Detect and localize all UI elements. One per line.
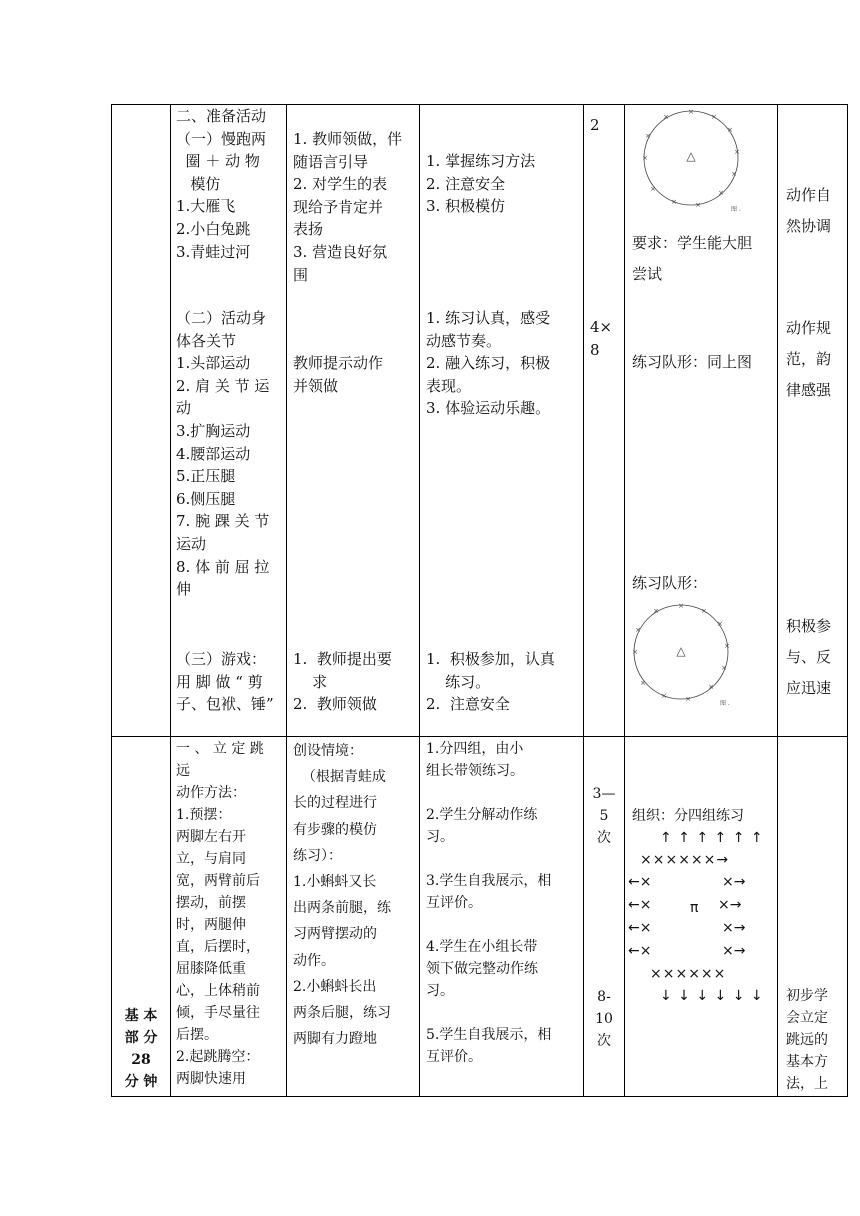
text-line: 范，韵 [786,350,832,368]
group-practice-steps [426,738,551,1068]
text-line: 模仿 [176,174,221,193]
text-line: 2. 注意安全 [426,174,506,193]
text-line: 围 [293,265,309,284]
text-line: 用 脚 做 “ 剪 [176,672,263,691]
circle-formation-diagram-2 [628,600,758,710]
text-line: 圈 ＋ 动 物 [176,152,260,171]
student-activity-2 [426,307,550,420]
requirement-text [632,228,752,290]
svg-text:×: × [671,198,677,206]
text-line: 二、准备活动 [176,107,267,125]
text-line [426,782,551,804]
text-line: （一）慢跑两 [176,129,267,148]
svg-text:×: × [727,126,733,134]
text-line: 尝试 [632,265,663,283]
text-line: 1. 积极参加，认真 [426,650,555,668]
svg-text:×: × [640,679,646,687]
right-group-3: ×→ [722,920,746,936]
text-line: 部 分 [124,1030,158,1046]
text-line: 2.小白兔跳 [176,219,251,238]
text-line: 时，两腿伸 [176,917,246,933]
long-jump-method [176,738,264,1090]
text-line: 初步学 [786,988,828,1004]
student-activity-1 [426,150,535,218]
teacher-guidance-1 [293,128,402,286]
text-line: 练习。 [426,672,491,691]
text-line: 基本方 [786,1054,828,1070]
text-line [426,848,551,870]
text-line: 1.头部运动 [176,354,251,373]
teacher-triangle: △ [686,149,696,163]
count-1: 2 [590,116,600,134]
text-line: 动作方法： [176,785,246,801]
svg-text:×: × [632,648,638,656]
reps-1 [585,783,623,849]
text-line: 1.预摆： [176,807,232,823]
text-line: 3— [592,786,616,802]
svg-text:×: × [717,620,723,628]
learning-goal [786,985,828,1095]
svg-text:×: × [734,148,740,156]
text-line: 要求：学生能大胆 [632,234,753,252]
text-line: 求 [293,672,328,691]
text-line: 习两臂摆动的 [293,926,377,943]
formation-label: 练习队形： [632,574,708,592]
text-line: 律感强 [786,381,832,399]
scenario-guidance [293,738,391,1052]
text-line: 1. 教师提出要 [293,650,392,668]
text-line: 创设情境： [293,743,363,759]
text-line: 随语言引导 [293,152,369,171]
text-line: 动感节奏。 [426,331,502,350]
svg-text:×: × [663,113,669,121]
text-line: 1. 掌握练习方法 [426,152,536,170]
svg-text:×: × [635,626,641,634]
text-line: 8. 体 前 屈 拉 [176,557,270,576]
text-line: 4.学生在小组长带 [426,939,538,955]
student-activity-3 [426,648,555,716]
text-line: 宽，两臂前后 [176,873,260,889]
text-line: 表扬 [293,220,324,239]
svg-text:×: × [661,692,667,700]
text-line: 跳远的 [786,1032,828,1048]
text-line: 动 [176,399,192,418]
text-line: 动作。 [293,952,335,969]
evaluation-1 [786,180,831,242]
text-line: 出两条前腿，练 [293,900,391,917]
text-line: 1. 练习认真，感受 [426,309,551,327]
section-label [113,1005,169,1093]
text-line: 屈膝降低重 [176,961,246,977]
svg-text:×: × [645,132,651,140]
bottom-row-formation: ×××××× [650,966,727,982]
text-line: 10 [595,1011,613,1027]
text-line: 习。 [426,829,454,845]
teacher-guidance-3 [293,648,392,716]
text-line: 2. 融入练习，积极 [426,354,551,373]
text-line: 2. 教师领做 [293,695,377,714]
text-line: 一 、 立 定 跳 [176,741,264,757]
text-line: 动作规 [786,319,832,337]
text-line: 两脚快速用 [176,1071,246,1087]
text-line: （根据青蛙成 [293,769,386,786]
evaluation-2 [786,313,831,406]
text-line [426,914,551,936]
count-2 [590,316,612,361]
text-line: 摆动，前摆 [176,895,246,911]
pi-mark: π [690,900,699,916]
text-line: 次 [597,1033,611,1049]
reps-2 [585,986,623,1052]
text-line: 心，上体稍前 [176,983,260,999]
teacher-triangle-2: △ [676,644,686,658]
text-line: 2. 注意安全 [426,695,510,714]
text-line: 法，上 [786,1076,828,1092]
text-line: 8- [597,989,611,1005]
text-line: 2.学生分解动作练 [426,807,538,823]
left-group-2: ←× [628,897,652,913]
text-line: 次 [597,830,611,846]
svg-text:×: × [653,607,659,615]
formation-same: 练习队形：同上图 [632,353,753,371]
svg-text:×: × [701,607,707,615]
text-line: 现给予肯定并 [293,197,384,216]
text-line: 倾，手尽量往 [176,1005,260,1021]
text-line: 并领做 [293,376,339,395]
text-line: 领下做完整动作练 [426,961,538,977]
text-line: 互评价。 [426,895,482,911]
text-line: 应迅速 [786,679,832,697]
text-line: 长的过程进行 [293,795,377,812]
text-line: 然协调 [786,217,832,235]
bottom-arrows: ↓ ↓ ↓ ↓ ↓ ↓ [660,988,764,1004]
text-line: 2. 肩 关 节 运 [176,376,270,395]
right-group-4: ×→ [722,943,746,959]
text-line: 5.正压腿 [176,467,236,486]
text-line: 2.起跳腾空： [176,1049,260,1065]
text-line: 3. 体验运动乐趣。 [426,399,551,418]
text-line: 两条后腿，练习 [293,1005,391,1022]
svg-text:×: × [688,108,694,116]
text-line: 远 [176,763,190,779]
text-line: 28 [131,1052,151,1068]
svg-text:×: × [685,695,691,703]
text-line: 3.青蛙过河 [176,242,251,261]
svg-text:×: × [711,113,717,121]
svg-text:×: × [724,642,730,650]
text-line: 动作自 [786,186,832,204]
right-group-1: ×→ [722,874,746,890]
text-line: 互评价。 [426,1049,482,1065]
circle-formation-diagram [636,108,766,218]
text-line: 1. 教师领做，伴 [293,130,403,148]
text-line: 教师提示动作 [293,354,384,372]
text-line: 5.学生自我展示，相 [426,1027,552,1043]
text-line: 2.小蝌蚪长出 [293,978,377,995]
text-line: 基 本 [124,1008,158,1024]
text-line: 1.小蝌蚪又长 [293,874,377,891]
game-activity [176,648,274,716]
left-group-3: ←× [628,920,652,936]
figure-caption: 图 . [731,206,741,213]
text-line: 4.腰部运动 [176,444,251,463]
text-line: 分 钟 [124,1074,158,1090]
warmup-activity-list [176,105,266,263]
text-line: （二）活动身 [176,309,267,327]
text-line: 积极参 [786,617,832,635]
svg-text:×: × [718,189,724,197]
evaluation-3 [786,611,831,704]
text-line: 立，与肩同 [176,851,246,867]
text-line: 练习）： [293,847,342,864]
text-line: 伸 [176,580,192,599]
text-line: 3.扩胸运动 [176,421,251,440]
svg-text:×: × [731,170,737,178]
text-line: 8 [590,340,600,359]
text-line: 6.侧压腿 [176,489,236,508]
text-line: 子、包袱、锤” [176,695,274,714]
text-line: 与、反 [786,648,832,666]
top-arrows: ↑ ↑ ↑ ↑ ↑ ↑ [660,830,764,846]
text-line: 后摆。 [176,1027,218,1043]
teacher-guidance-2 [293,352,383,397]
svg-text:×: × [642,154,648,162]
text-line: 两脚左右开 [176,829,246,845]
organization-title: 组织：分四组练习 [632,808,744,824]
text-line: 1.分四组，由小 [426,741,524,757]
top-row-formation: ××××××→ [640,852,730,868]
right-group-2: ×→ [718,897,742,913]
text-line: 体各关节 [176,331,237,350]
text-line: （三）游戏： [176,650,267,668]
left-group-1: ←× [628,874,652,890]
text-line: 两脚有力蹬地 [293,1031,377,1048]
svg-text:×: × [650,185,656,193]
svg-text:×: × [695,201,701,209]
figure-caption-2: 图 . [720,700,730,707]
text-line: 习。 [426,983,454,999]
text-line: 组长带领练习。 [426,763,524,779]
text-line: 直，后摆时， [176,939,260,955]
text-line [426,1002,551,1024]
svg-text:×: × [708,683,714,691]
svg-text:×: × [721,664,727,672]
joint-activity-list [176,307,269,601]
text-line: 3. 积极模仿 [426,197,506,216]
text-line: 有步骤的模仿 [293,821,377,838]
text-line: 1.大雁飞 [176,197,236,216]
text-line: 5 [599,808,609,824]
left-group-4: ←× [628,943,652,959]
text-line: 4× [590,318,613,336]
svg-text:×: × [678,602,684,610]
text-line: 表现。 [426,376,472,395]
text-line: 2. 对学生的表 [293,175,388,194]
text-line: 会立定 [786,1010,828,1026]
text-line: 3.学生自我展示，相 [426,873,552,889]
text-line: 3. 营造良好氛 [293,242,388,261]
text-line: 运动 [176,534,207,553]
text-line: 7. 腕 踝 关 节 [176,512,270,531]
